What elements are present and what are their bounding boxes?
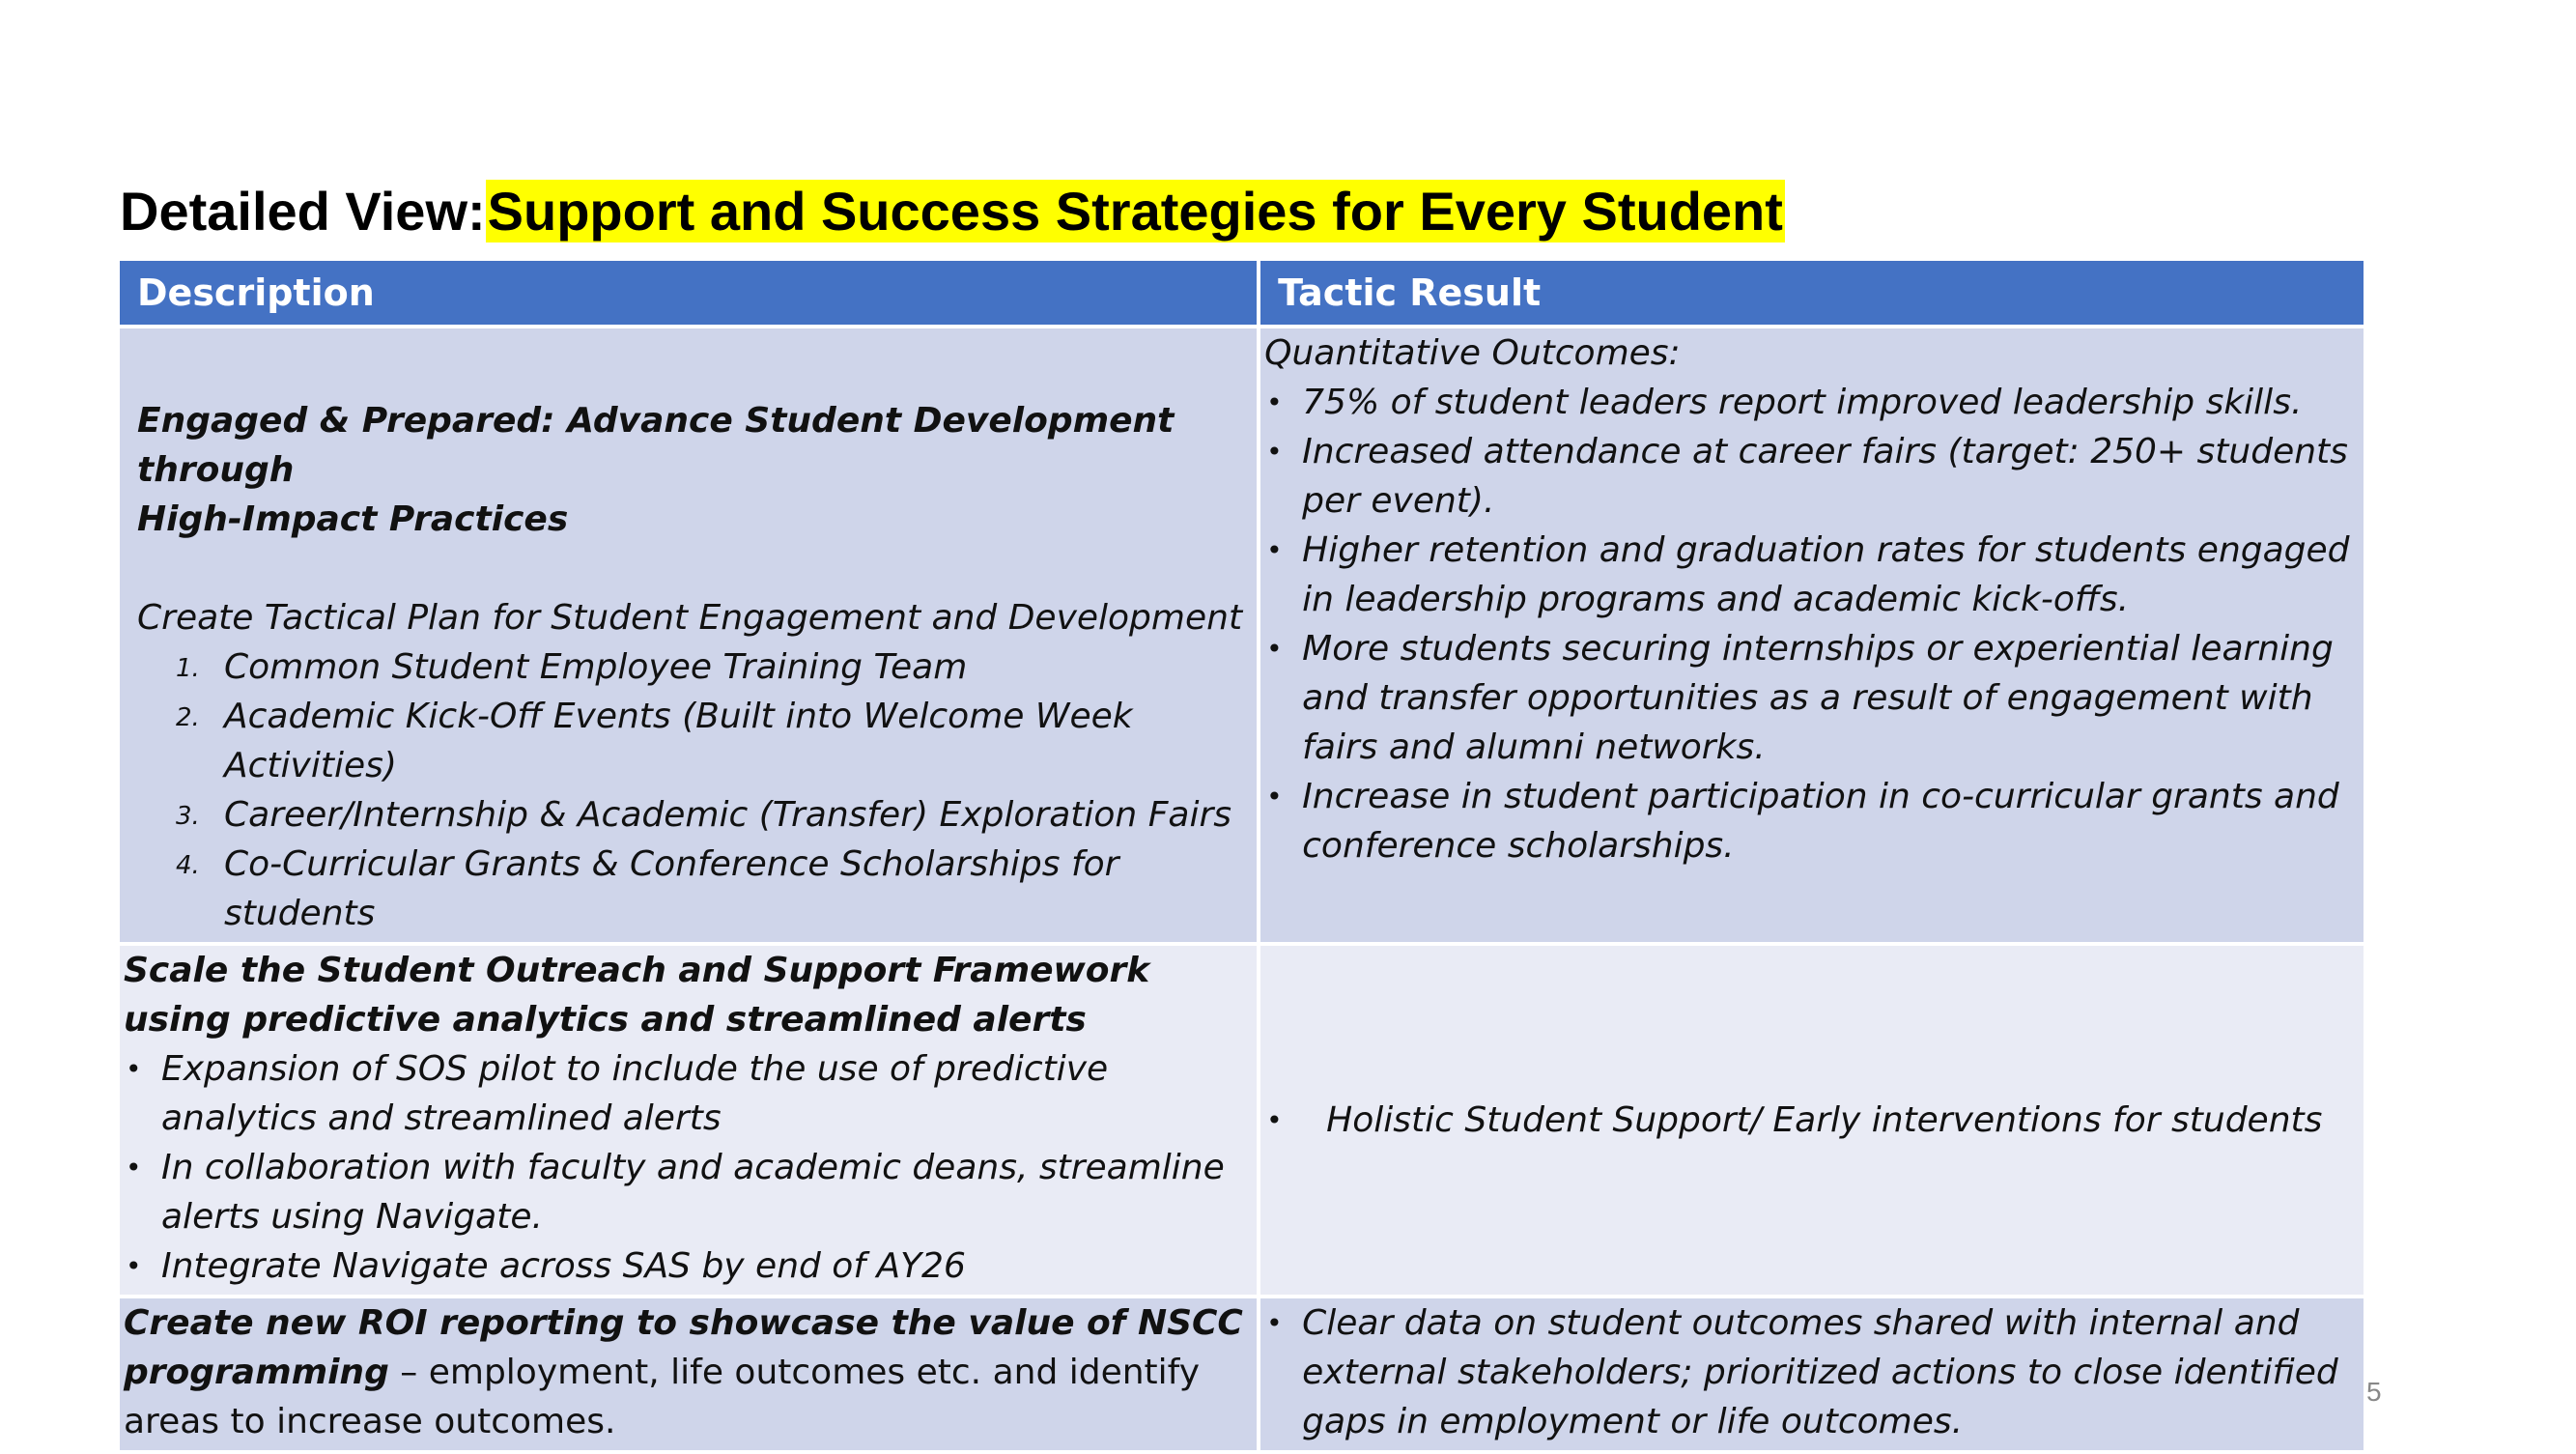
table-row <box>120 1298 2364 1450</box>
row2-description <box>120 946 1257 1295</box>
row2-heading: Scale the Student Outreach and Support Framework using predictive analytics and streamlined alerts <box>124 951 1150 1040</box>
row1-heading-line2: High-Impact Practices <box>137 499 569 539</box>
list-item: • Expansion of SOS pilot to include the use of predictive analytics and streamlined alerts <box>124 1044 1253 1143</box>
list-item: • Integrate Navigate across SAS by end of AY26 <box>124 1241 1253 1291</box>
list-item: 1. Common Student Employee Training Team <box>176 647 968 687</box>
row3-rest: – employment, life outcomes etc. and identify areas to increase outcomes. <box>124 1353 1201 1441</box>
row1-result-list <box>1264 378 2360 870</box>
page-number: 5 <box>2366 1377 2382 1407</box>
list-item: 2. Academic Kick-Off Events (Built into Welcome Week Activities) <box>176 697 1133 785</box>
row1-plan: Create Tactical Plan for Student Engagement and Development <box>137 598 1243 638</box>
row1-tactic-list <box>137 642 1253 938</box>
list-item: 4. Co-Curricular Grants & Conference Scholarships for students <box>176 844 1119 933</box>
title-highlight: Support and Success Strategies for Every Student <box>487 180 1783 242</box>
row1-description <box>120 328 1257 942</box>
row3-result-list <box>1264 1298 2360 1446</box>
row3-description <box>120 1298 1257 1450</box>
list-item: • Increased attendance at career fairs (target: 250+ students per event). <box>1264 427 2360 526</box>
table-row <box>120 328 2364 942</box>
list-item: • Increase in student participation in co-curricular grants and conference scholarships. <box>1264 772 2360 870</box>
list-item: • 75% of student leaders report improved leadership skills. <box>1264 378 2360 427</box>
row2-bullet-list <box>124 1044 1253 1291</box>
table-row <box>120 946 2364 1295</box>
list-item: • Clear data on student outcomes shared with internal and external stakeholders; prioritized actions to close identified gaps in employment or life outcomes. <box>1264 1298 2360 1446</box>
strategy-table <box>116 257 2367 1454</box>
list-item: • Holistic Student Support/ Early interventions for students <box>1264 1096 2360 1145</box>
row1-result-heading: Quantitative Outcomes: <box>1264 333 1681 373</box>
list-item: • Higher retention and graduation rates for students engaged in leadership programs and academic kick-offs. <box>1264 526 2360 624</box>
row3-heading: Create new ROI reporting to showcase the value of NSCC programming <box>124 1303 1243 1392</box>
page-title <box>120 170 1785 251</box>
row1-result <box>1260 328 2364 942</box>
table-header-row <box>120 261 2364 325</box>
header-description: Description <box>120 261 1257 325</box>
title-prefix: Detailed View: <box>120 180 486 242</box>
row1-heading-line1: Engaged & Prepared: Advance Student Development through <box>137 401 1175 490</box>
list-item: • More students securing internships or experiential learning and transfer opportunities as a result of engagement with fairs and alumni networks. <box>1264 624 2360 772</box>
row2-result <box>1260 946 2364 1295</box>
row2-result-list <box>1264 1096 2360 1145</box>
header-tactic-result: Tactic Result <box>1260 261 2364 325</box>
row3-result <box>1260 1298 2364 1450</box>
list-item: 3. Career/Internship & Academic (Transfer) Exploration Fairs <box>176 795 1232 835</box>
list-item: • In collaboration with faculty and academic deans, streamline alerts using Navigate. <box>124 1143 1253 1241</box>
